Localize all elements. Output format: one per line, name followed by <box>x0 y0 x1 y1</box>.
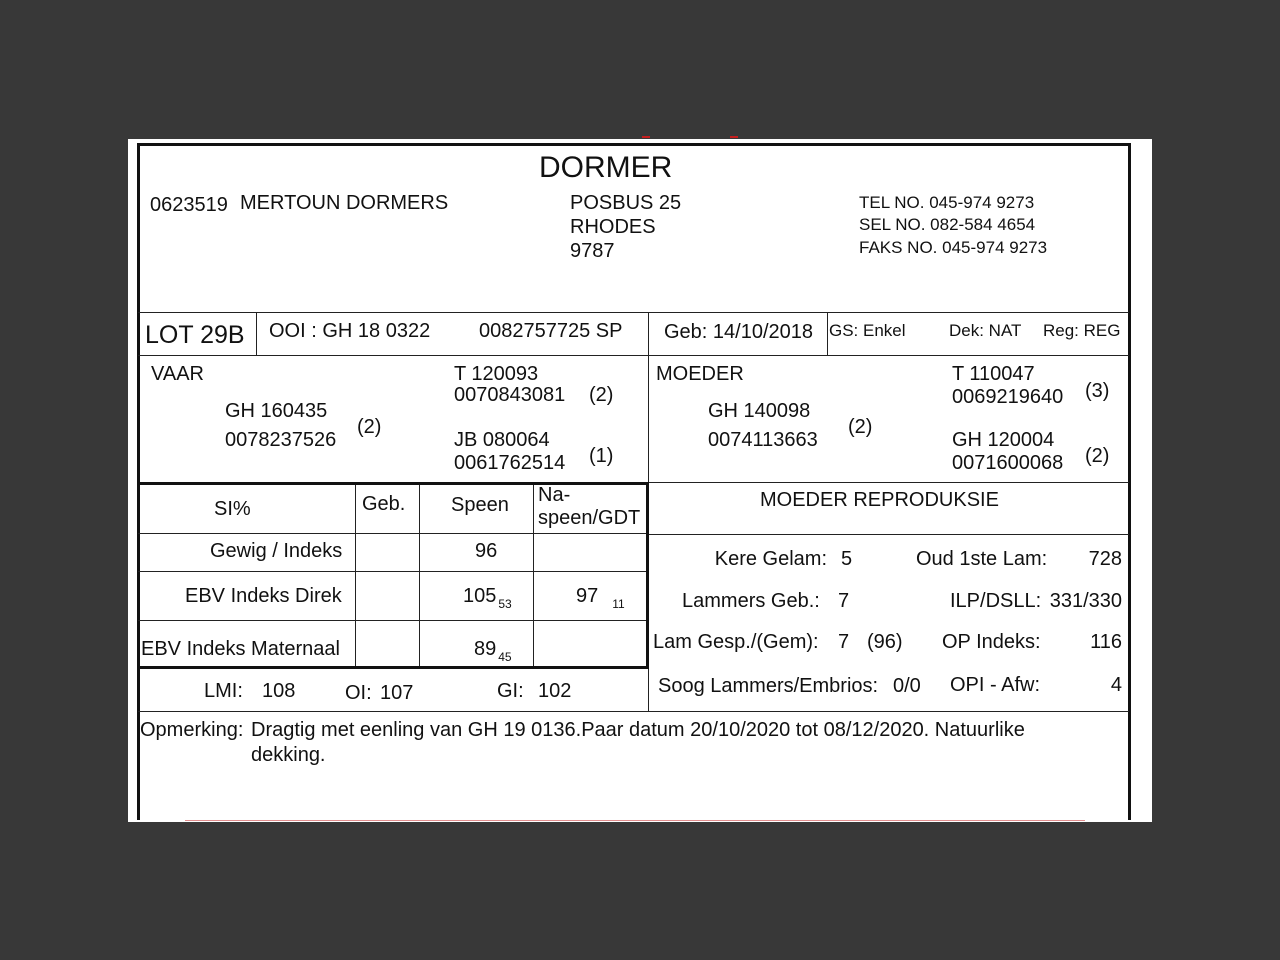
op-value: 116 <box>1090 631 1122 653</box>
dek-field: Dek: NAT <box>949 321 1022 340</box>
breeder-name: MERTOUN DORMERS <box>240 192 449 214</box>
lammers-geb-label: Lammers Geb.: <box>682 590 820 612</box>
gesp-value: 7 <box>838 631 850 653</box>
sire-sire-id: T 120093 <box>454 363 539 385</box>
kere-gelam-value: 5 <box>841 548 853 570</box>
red-mark-bottom <box>185 820 1085 821</box>
divider <box>827 312 828 355</box>
lammers-geb-value: 7 <box>838 590 850 612</box>
divider <box>649 534 1129 535</box>
naspeen-header-line2: speen/GDT <box>538 507 641 529</box>
row-label-maternaal: EBV Indeks Maternaal <box>141 638 340 660</box>
sire-sire-count: (2) <box>589 384 614 406</box>
dam-label: MOEDER <box>656 363 744 385</box>
address-line-3: 9787 <box>570 240 615 262</box>
contact-faks: FAKS NO. 045-974 9273 <box>859 238 1048 257</box>
op-label: OP Indeks: <box>942 631 1041 653</box>
remark-line-1: Dragtig met eenling van GH 19 0136.Paar datum 20/10/2020 tot 08/12/2020. Natuurlike <box>251 719 1025 741</box>
ewe-id: OOI : GH 18 0322 <box>269 320 431 342</box>
sire-number: 0078237526 <box>225 429 337 451</box>
divider <box>138 312 1129 313</box>
soog-value: 0/0 <box>893 675 921 697</box>
speen-header: Speen <box>451 494 509 516</box>
ewe-number: 0082757725 SP <box>479 320 623 342</box>
sire-dam-id: JB 080064 <box>454 429 550 451</box>
reg-field: Reg: REG <box>1043 321 1121 340</box>
sire-id: GH 160435 <box>225 400 328 422</box>
oud-value: 728 <box>1088 548 1122 570</box>
row-maternaal-speen: 89 $_{45}$ <box>474 638 512 664</box>
divider <box>355 485 356 666</box>
opi-label: OPI - Afw: <box>950 674 1041 696</box>
sire-dam-count: (1) <box>589 445 614 467</box>
gs-field: GS: Enkel <box>829 321 906 340</box>
address-line-1: POSBUS 25 <box>570 192 682 214</box>
naspeen-header-line1: Na- <box>538 484 571 506</box>
row-direk-naspeen: 97 $_{11}$ <box>576 585 625 611</box>
lmi-label: LMI: <box>204 680 243 702</box>
gi-label: GI: <box>497 680 524 702</box>
divider <box>648 312 649 355</box>
divider <box>138 355 1129 356</box>
divider <box>648 669 649 711</box>
dam-sire-count: (3) <box>1085 380 1110 402</box>
soog-label: Soog Lammers/Embrios: <box>658 675 879 697</box>
remark-label: Opmerking: <box>140 719 244 741</box>
row-gewig-speen: 96 <box>475 540 498 562</box>
red-mark-top <box>642 136 650 138</box>
dam-sire-number: 0069219640 <box>952 386 1064 408</box>
dam-count: (2) <box>848 416 873 438</box>
kere-gelam-label: Kere Gelam: <box>714 548 827 570</box>
divider <box>138 620 646 621</box>
address-line-2: RHODES <box>570 216 656 238</box>
geb-header: Geb. <box>362 493 406 515</box>
remark-line-2: dekking. <box>251 744 326 766</box>
opi-value: 4 <box>1110 674 1122 696</box>
divider <box>138 571 646 572</box>
ilp-label: ILP/DSLL: <box>950 590 1042 612</box>
breeder-id: 0623519 <box>150 194 228 216</box>
birth-date: Geb: 14/10/2018 <box>664 321 814 343</box>
divider <box>419 485 420 666</box>
divider <box>533 485 534 666</box>
contact-tel: TEL NO. 045-974 9273 <box>859 193 1035 212</box>
divider <box>138 533 646 534</box>
gesp-gem-value: (96) <box>867 631 903 653</box>
divider <box>256 312 257 355</box>
dam-sire-id: T 110047 <box>952 363 1035 385</box>
divider <box>138 711 1129 712</box>
contact-sel: SEL NO. 082-584 4654 <box>859 215 1036 234</box>
si-table-border <box>646 482 649 669</box>
divider <box>648 355 649 483</box>
sire-count: (2) <box>357 416 382 438</box>
si-table-border <box>138 482 649 485</box>
sire-sire-number: 0070843081 <box>454 384 566 406</box>
row-direk-speen: 105 $_{53}$ <box>463 585 512 611</box>
si-table-border <box>138 666 649 669</box>
row-label-direk: EBV Indeks Direk <box>185 585 342 607</box>
gesp-label: Lam Gesp./(Gem): <box>653 631 819 653</box>
oi-label: OI: <box>345 682 372 704</box>
dam-dam-id: GH 120004 <box>952 429 1055 451</box>
gi-value: 102 <box>538 680 572 702</box>
si-header: SI% <box>214 498 251 520</box>
lmi-value: 108 <box>262 680 296 702</box>
dam-id: GH 140098 <box>708 400 811 422</box>
page-title: DORMER <box>539 151 673 184</box>
dam-number: 0074113663 <box>708 429 818 451</box>
reproduction-title: MOEDER REPRODUKSIE <box>760 489 999 511</box>
dam-dam-count: (2) <box>1085 445 1110 467</box>
lot-number: LOT 29B <box>145 321 245 349</box>
row-label-gewig: Gewig / Indeks <box>210 540 343 562</box>
oud-label: Oud 1ste Lam: <box>916 548 1048 570</box>
red-mark-top-2 <box>730 136 738 138</box>
dam-dam-number: 0071600068 <box>952 452 1064 474</box>
sire-dam-number: 0061762514 <box>454 452 566 474</box>
ilp-value: 331/330 <box>1049 590 1122 612</box>
oi-value: 107 <box>380 682 414 704</box>
sire-label: VAAR <box>151 363 204 385</box>
